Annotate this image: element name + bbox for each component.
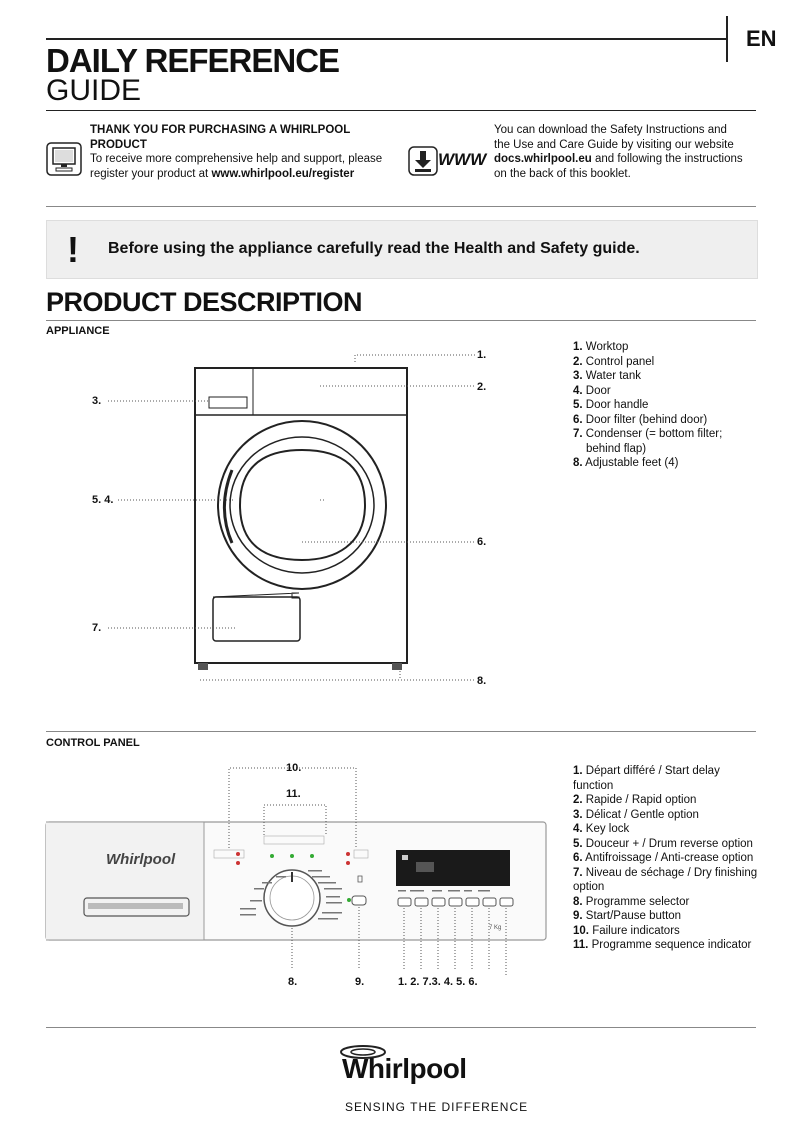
appliance-heading: APPLIANCE	[46, 325, 110, 337]
list-item: 7. Condenser (= bottom filter; behind flap)	[573, 428, 723, 455]
page-subtitle: GUIDE	[46, 74, 142, 107]
list-item: 3. Water tank	[573, 370, 641, 382]
register-text: To receive more comprehensive help and support, please register your product at	[90, 153, 383, 180]
callout-7: 7.	[92, 622, 102, 634]
warning-box	[46, 220, 758, 279]
list-item: 4. Door	[573, 384, 611, 397]
list-item: 8. Adjustable feet (4)	[573, 457, 679, 469]
list-item: 6. Antifroissage / Anti-crease option	[573, 852, 754, 864]
footer-rule	[46, 1027, 756, 1028]
callout-6: 6.	[477, 536, 487, 548]
intro-rule	[46, 206, 756, 207]
list-item: 3. Délicat / Gentle option	[573, 808, 699, 821]
list-item: 11. Programme sequence indicator	[573, 939, 752, 951]
register-link[interactable]: www.whirlpool.eu/register	[211, 167, 355, 180]
download-icon	[408, 146, 438, 181]
warning-text: Before using the appliance carefully read the Health and Safety guide.	[108, 240, 640, 257]
callout-2: 2.	[477, 381, 487, 393]
footer-tagline: SENSING THE DIFFERENCE	[345, 1100, 529, 1114]
register-heading: THANK YOU FOR PURCHASING A WHIRLPOOL PRODUCT	[90, 124, 351, 151]
list-item: 2. Control panel	[573, 355, 655, 368]
panel-heading: CONTROL PANEL	[46, 737, 140, 749]
callout-10: 10.	[286, 762, 302, 774]
callout-sequence: 1. 2. 7.3. 4. 5. 6.	[398, 976, 478, 988]
list-item: 1. Départ différé / Start delay function	[573, 765, 720, 792]
footer-brand: Whirlpool	[342, 1053, 467, 1084]
callout-3: 3.	[92, 395, 102, 407]
list-item: 8. Programme selector	[573, 895, 690, 908]
appliance-diagram	[80, 345, 500, 690]
download-text-2: and following the instructions on the back of this booklet.	[494, 153, 743, 180]
page-title: DAILY REFERENCE	[46, 42, 340, 79]
header-divider	[726, 16, 728, 62]
panel-list	[573, 764, 763, 953]
download-text: You can download the Safety Instructions and the Use and Care Guide by visiting our website	[494, 124, 734, 151]
callout-8: 8.	[477, 675, 487, 687]
list-item: 4. Key lock	[573, 823, 630, 835]
callout-9: 9.	[355, 976, 365, 988]
list-item: 10. Failure indicators	[573, 924, 680, 937]
callout-8-panel: 8.	[288, 976, 298, 988]
exclamation-icon: !	[67, 229, 79, 270]
section-title: PRODUCT DESCRIPTION	[46, 287, 363, 317]
list-item: 1. Worktop	[573, 341, 629, 353]
monitor-icon	[46, 142, 82, 181]
list-item: 5. Door handle	[573, 399, 649, 411]
list-item: 9. Start/Pause button	[573, 910, 682, 922]
callout-5-4: 5. 4.	[92, 494, 114, 506]
list-item: 6. Door filter (behind door)	[573, 413, 708, 426]
www-label: WWW	[438, 150, 487, 169]
panel-brand-logo: Whirlpool	[106, 851, 176, 868]
section-rule	[46, 320, 756, 321]
list-item: 7. Niveau de séchage / Dry finishing option	[573, 866, 758, 893]
callout-11: 11.	[286, 788, 301, 800]
appliance-list	[573, 340, 753, 471]
download-link[interactable]: docs.whirlpool.eu	[494, 153, 592, 165]
panel-rule	[46, 731, 756, 732]
list-item: 5. Douceur + / Drum reverse option	[573, 837, 753, 850]
callout-1: 1.	[477, 349, 487, 361]
language-code: EN	[746, 26, 777, 51]
title-rule	[46, 110, 756, 111]
panel-capacity: 7 Kg	[489, 925, 502, 931]
list-item: 2. Rapide / Rapid option	[573, 794, 697, 806]
header-rule	[46, 38, 726, 40]
